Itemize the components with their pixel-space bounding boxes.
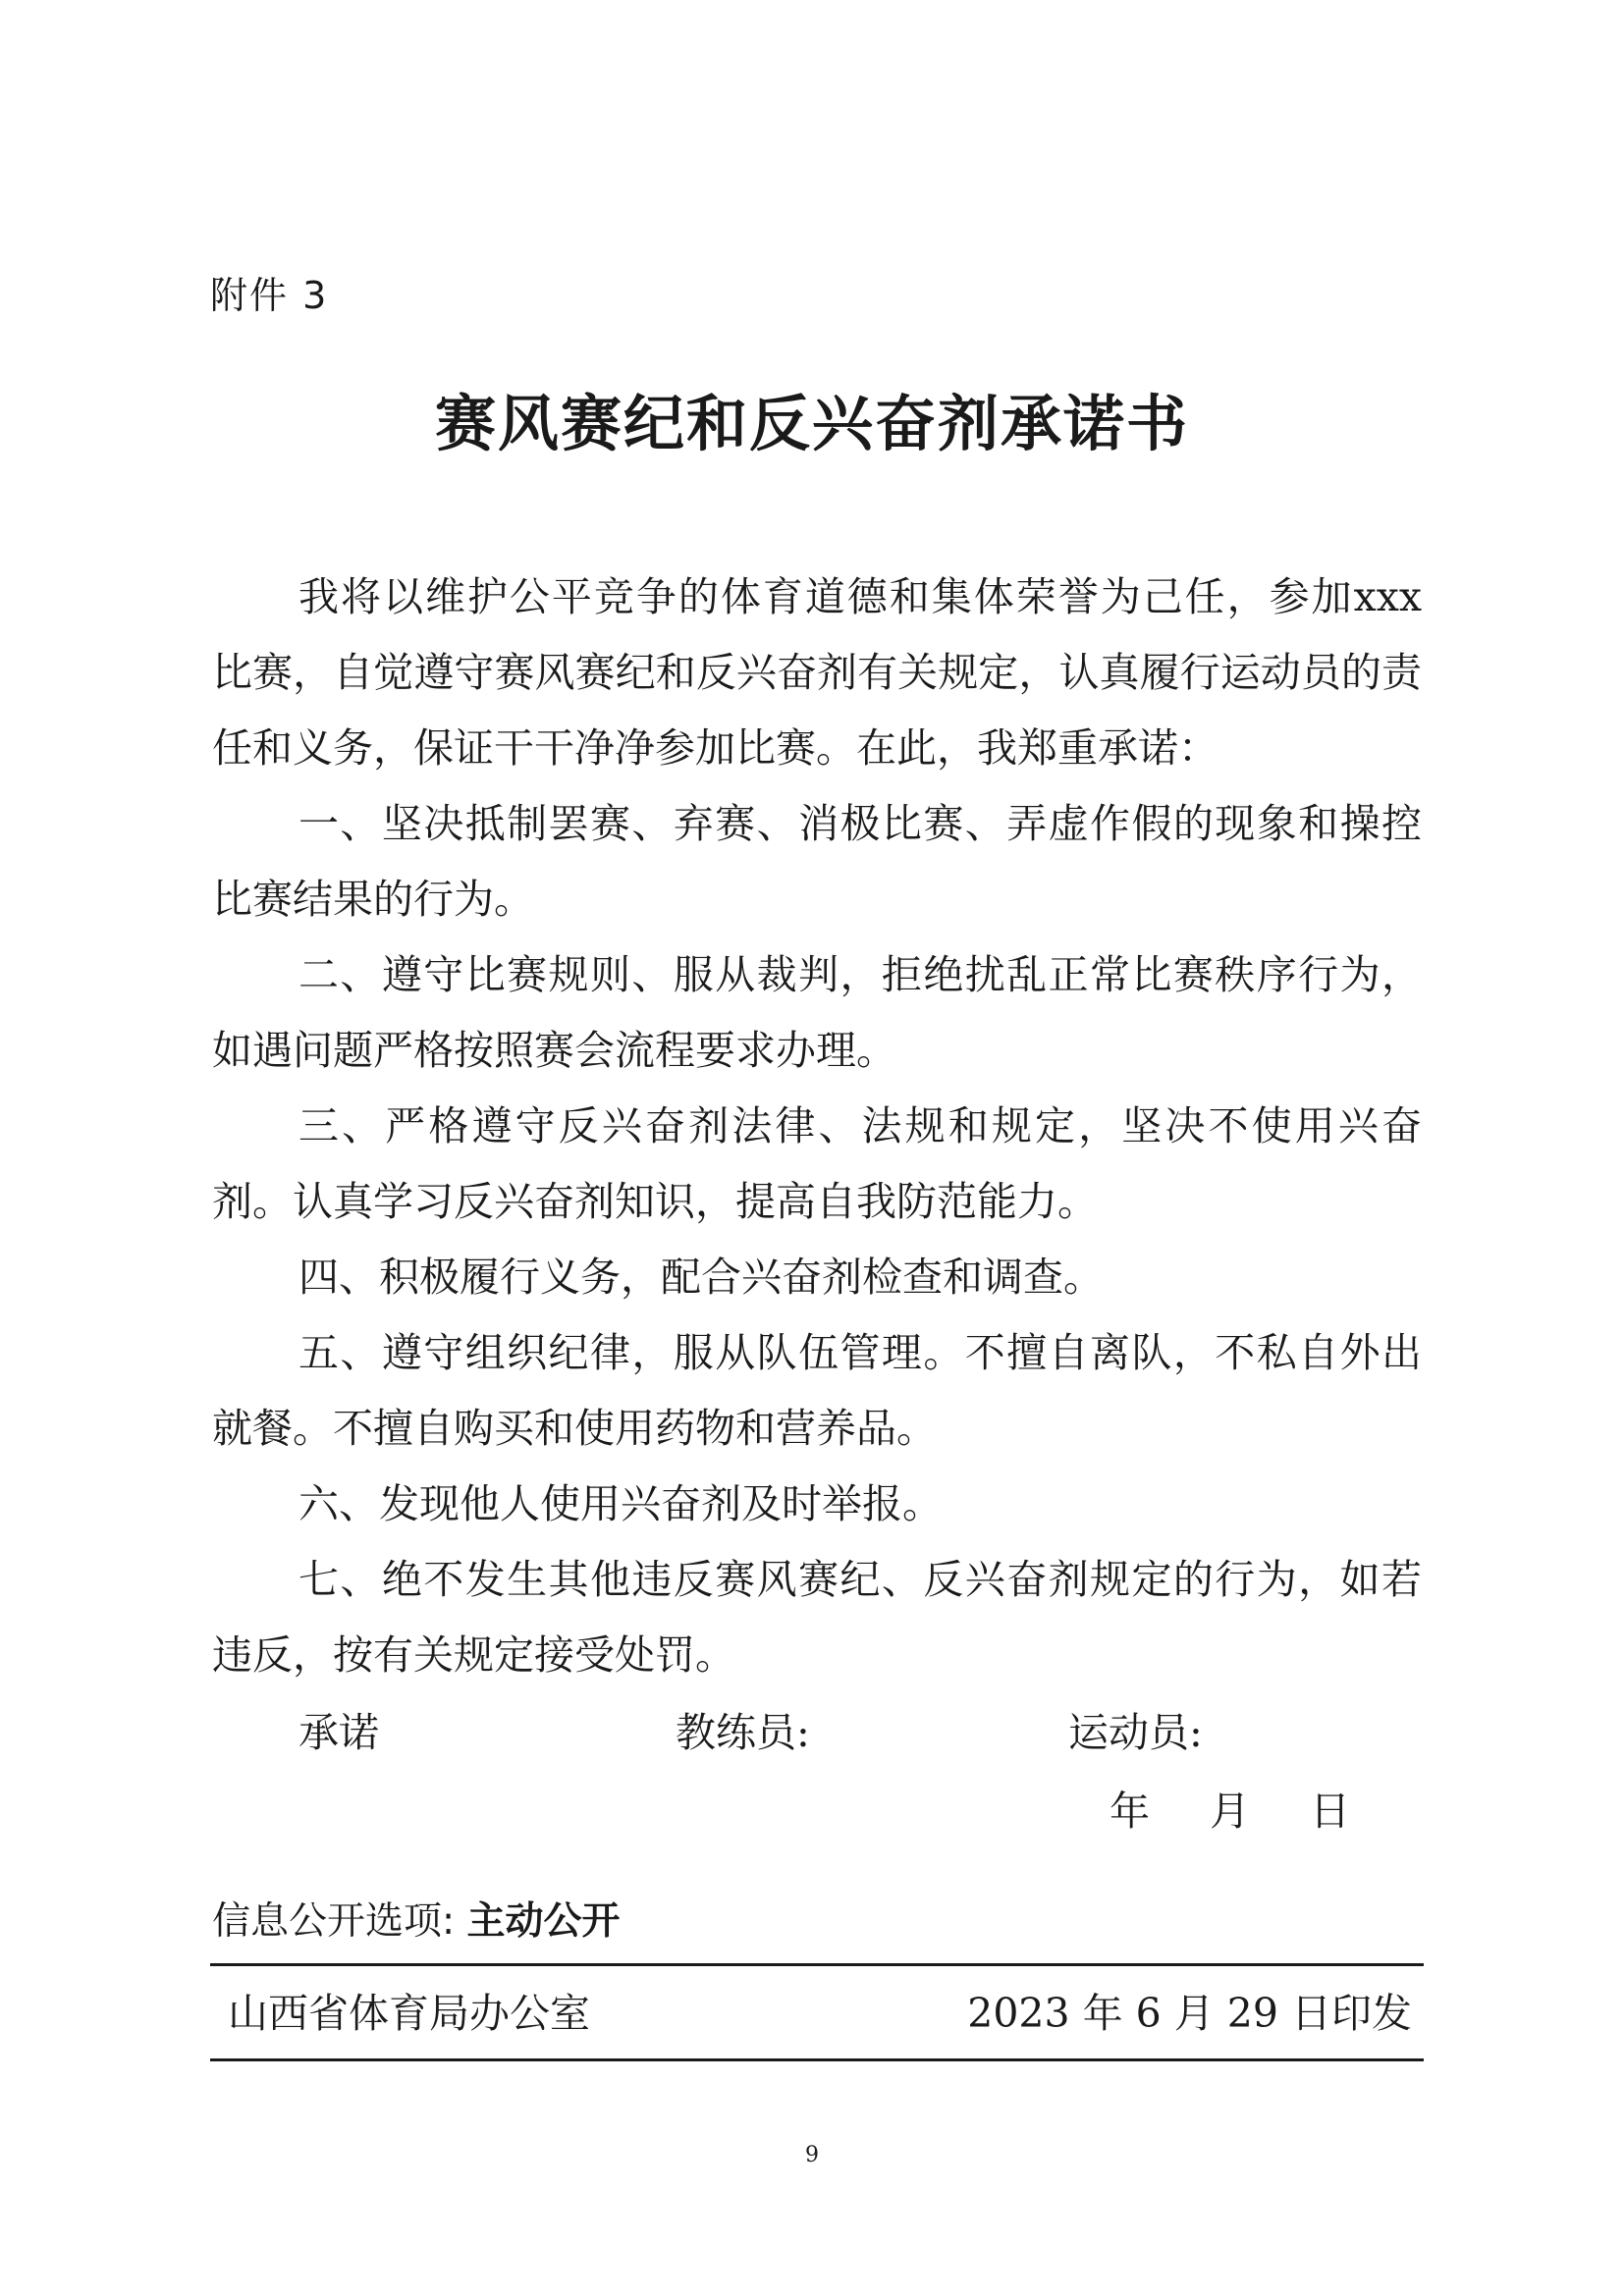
pledge-item-6: 六、发现他人使用兴奋剂及时举报。	[298, 1480, 943, 1527]
attachment-label: 附件 3	[210, 274, 329, 317]
pledge-item-1: 一、坚决抵制罢赛、弃赛、消极比赛、弄虚作假的现象和操控比赛结果的行为。	[212, 800, 1422, 923]
signature-date	[1110, 1779, 1397, 1837]
pledge-item-5: 五、遵守组织纪律，服从队伍管理。不擅自离队，不私自外出就餐。不擅自购买和使用药物和营养品。	[212, 1329, 1422, 1452]
footer-bottom-rule	[210, 2058, 1424, 2061]
issuing-office: 山西省体育局办公室	[228, 1990, 590, 2037]
pledge-item-7: 七、绝不发生其他违反赛风赛纪、反兴奋剂规定的行为，如若违反，按有关规定接受处罚。	[212, 1556, 1422, 1679]
footer-top-rule	[210, 1963, 1424, 1966]
signature-coach-label: 教练员:	[676, 1709, 810, 1756]
date-month-label: 月	[1210, 1788, 1251, 1835]
date-day-label: 日	[1310, 1788, 1351, 1835]
disclosure-label: 信息公开选项:	[212, 1899, 456, 1944]
disclosure-option	[212, 1891, 621, 1946]
pledge-item-3: 三、严格遵守反兴奋剂法律、法规和规定，坚决不使用兴奋剂。认真学习反兴奋剂知识，提高自我防范能力。	[212, 1102, 1422, 1225]
disclosure-value: 主动公开	[466, 1899, 621, 1944]
document-body	[212, 560, 1422, 1693]
pledge-item-2: 二、遵守比赛规则、服从裁判，拒绝扰乱正常比赛秩序行为，如遇问题严格按照赛会流程要求办理。	[212, 951, 1422, 1074]
intro-paragraph: 我将以维护公平竞争的体育道德和集体荣誉为己任，参加xxx 比赛，自觉遵守赛风赛纪和反兴奋剂有关规定，认真履行运动员的责任和义务，保证干干净净参加比赛。在此，我郑重承诺：	[212, 573, 1422, 772]
document-title: 赛风赛纪和反兴奋剂承诺书	[434, 388, 1189, 459]
issue-date: 2023 年 6 月 29 日印发	[967, 1990, 1412, 2037]
pledge-item-4: 四、积极履行义务，配合兴奋剂检查和调查。	[298, 1254, 1104, 1301]
page-number: 9	[805, 2143, 819, 2167]
signature-athlete-label: 运动员:	[1068, 1709, 1203, 1756]
signature-promise-label: 承诺	[298, 1709, 379, 1756]
date-year-label: 年	[1110, 1788, 1150, 1835]
